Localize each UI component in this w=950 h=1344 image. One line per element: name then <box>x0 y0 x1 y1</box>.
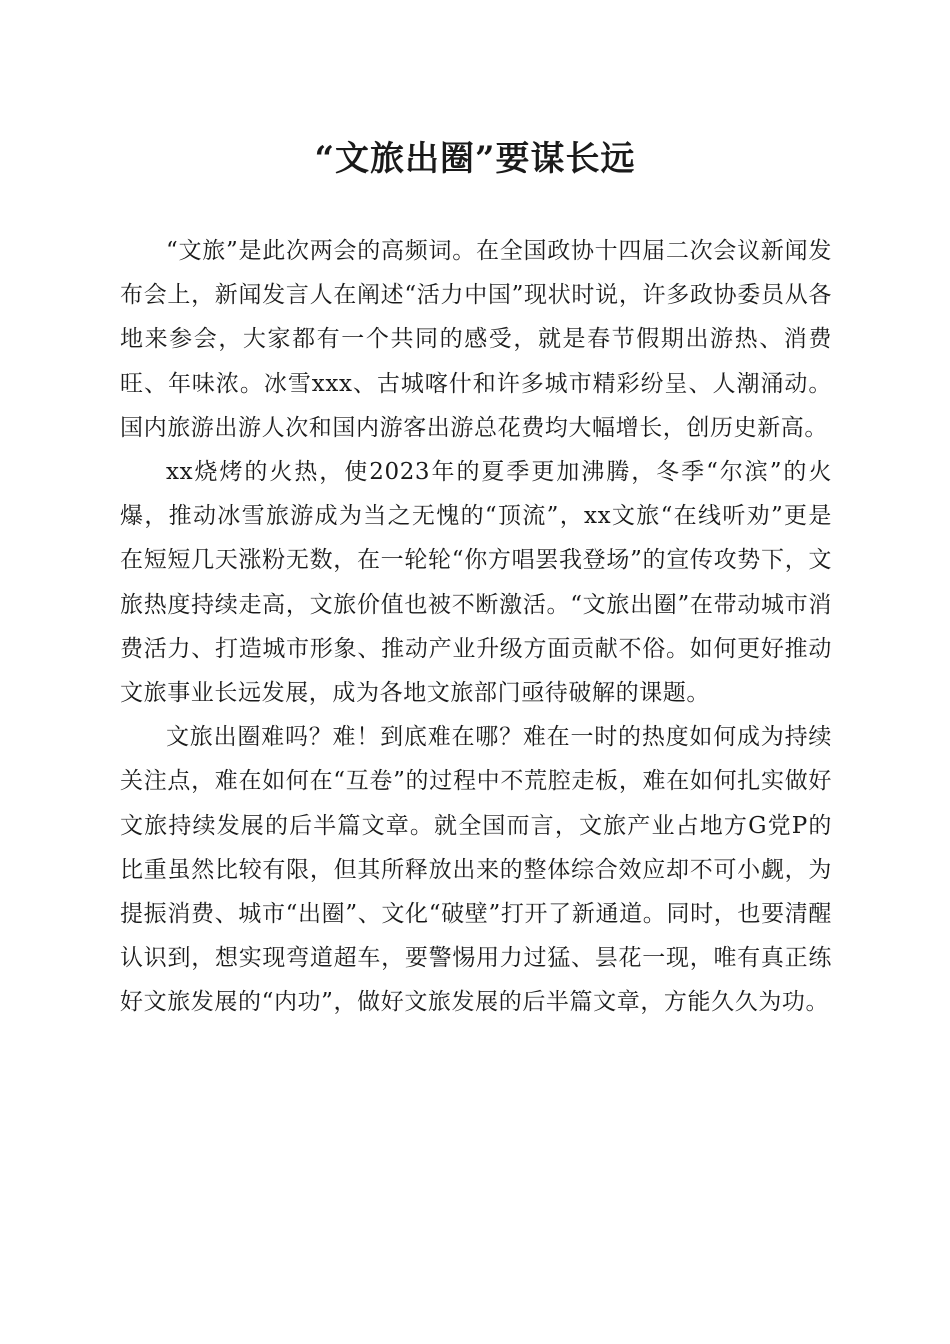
paragraph-2: xx烧烤的火热，使2023年的夏季更加沸腾，冬季“尔滨”的火爆，推动冰雪旅游成为当之无愧的“顶流”，xx文旅“在线听劝”更是在短短几天涨粉无数，在一轮轮“你方唱罢我登场”的宣传攻势下，文旅热度持续走高，文旅价值也被不断激活。“文旅出圈”在带动城市消费活力、打造城市形象、推动产业升级方面贡献不俗。如何更好推动文旅事业长远发展，成为各地文旅部门亟待破解的课题。 <box>120 459 832 707</box>
paragraph-3: 文旅出圈难吗？难！到底难在哪？难在一时的热度如何成为持续关注点，难在如何在“互卷”的过程中不荒腔走板，难在如何扎实做好文旅持续发展的后半篇文章。就全国而言，文旅产业占地方G党P的比重虽然比较有限，但其所释放出来的整体综合效应却不可小觑，为提振消费、城市“出圈”、文化“破壁”打开了新通道。同时，也要清醒认识到，想实现弯道超车，要警惕用力过猛、昙花一现，唯有真正练好文旅发展的“内功”，做好文旅发展的后半篇文章，方能久久为功。 <box>120 724 832 1016</box>
document-body <box>120 229 832 1025</box>
document-title: “文旅出圈”要谋长远 <box>314 139 636 179</box>
paragraph-1: “文旅”是此次两会的高频词。在全国政协十四届二次会议新闻发布会上，新闻发言人在阐述“活力中国”现状时说，许多政协委员从各地来参会，大家都有一个共同的感受，就是春节假期出游热、消费旺、年味浓。冰雪xxx、古城喀什和许多城市精彩纷呈、人潮涌动。国内旅游出游人次和国内游客出游总花费均大幅增长，创历史新高。 <box>120 238 832 441</box>
